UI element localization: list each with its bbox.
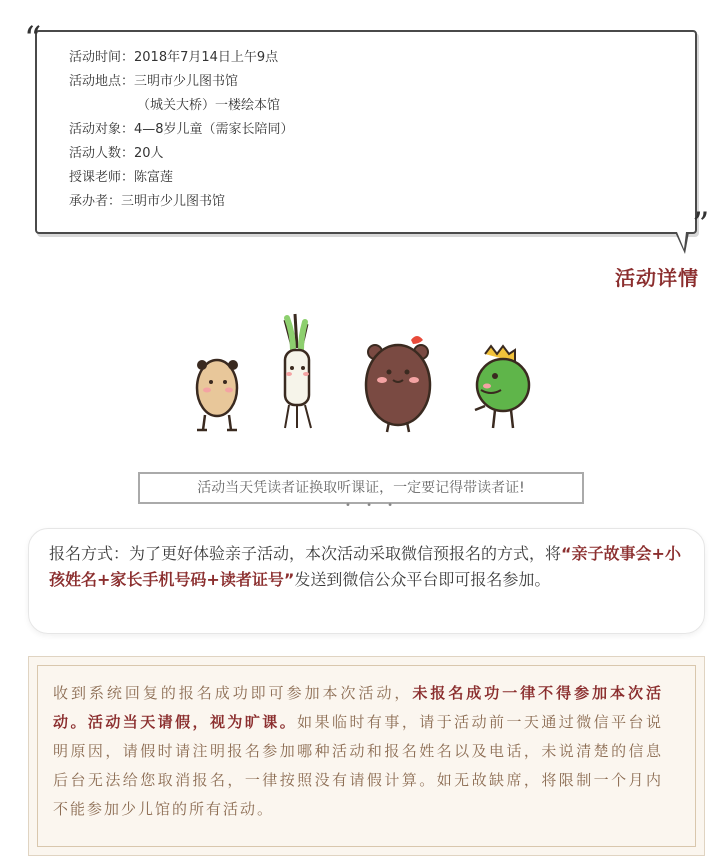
rules-strong: 未报名成功一律不得参加本次活动。活动当天请假，视为旷课。 bbox=[53, 684, 663, 731]
info-audience: 活动对象：4—8岁儿童（需家长陪同） bbox=[69, 122, 294, 137]
bubble-tail-inner bbox=[677, 232, 686, 249]
info-bubble bbox=[35, 30, 697, 234]
rules-part2: 如果临时有事，请于活动前一天通过微信平台说明原因，请假时请注明报名参加哪种活动和报名姓名以及电话，未说清楚的信息后台无法给您取消报名，一律按照没有请假计算。如无故缺席，将限制一个月内不能参加少儿馆的所有活动。 bbox=[53, 713, 663, 818]
info-place: 活动地点：三明市少儿图书馆 bbox=[69, 74, 239, 89]
notice-dots: • • • bbox=[345, 500, 400, 511]
signup-suffix: 发送到微信公众平台即可报名参加。 bbox=[294, 570, 551, 589]
info-organizer: 承办者：三明市少儿图书馆 bbox=[69, 194, 226, 209]
info-count: 活动人数：20人 bbox=[69, 146, 164, 161]
dinosaur-character-icon bbox=[475, 346, 529, 428]
info-lines bbox=[69, 46, 294, 214]
info-place-detail: （城关大桥）一楼绘本馆 bbox=[137, 98, 281, 113]
notice-box: 活动当天凭读者证换取听课证，一定要记得带读者证! bbox=[138, 472, 584, 504]
close-quote-icon: ” bbox=[692, 205, 710, 245]
info-time: 活动时间：2018年7月14日上午9点 bbox=[69, 50, 279, 65]
cartoon-characters bbox=[185, 310, 545, 440]
signup-prefix: 报名方式：为了更好体验亲子活动，本次活动采取微信预报名的方式，将 bbox=[49, 544, 562, 563]
bear-character-icon bbox=[366, 336, 430, 432]
section-title: 活动详情 bbox=[615, 266, 699, 290]
rules-text bbox=[53, 679, 663, 824]
rules-card bbox=[28, 656, 705, 856]
signup-highlight: “亲子故事会+小孩姓名+家长手机号码+读者证号” bbox=[49, 544, 681, 589]
potato-character-icon bbox=[197, 360, 238, 430]
info-teacher: 授课老师：陈富莲 bbox=[69, 170, 174, 185]
leek-character-icon bbox=[285, 314, 311, 428]
signup-card bbox=[28, 528, 705, 634]
open-quote-icon: “ bbox=[24, 19, 42, 59]
rules-part1: 收到系统回复的报名成功即可参加本次活动， bbox=[53, 684, 413, 702]
